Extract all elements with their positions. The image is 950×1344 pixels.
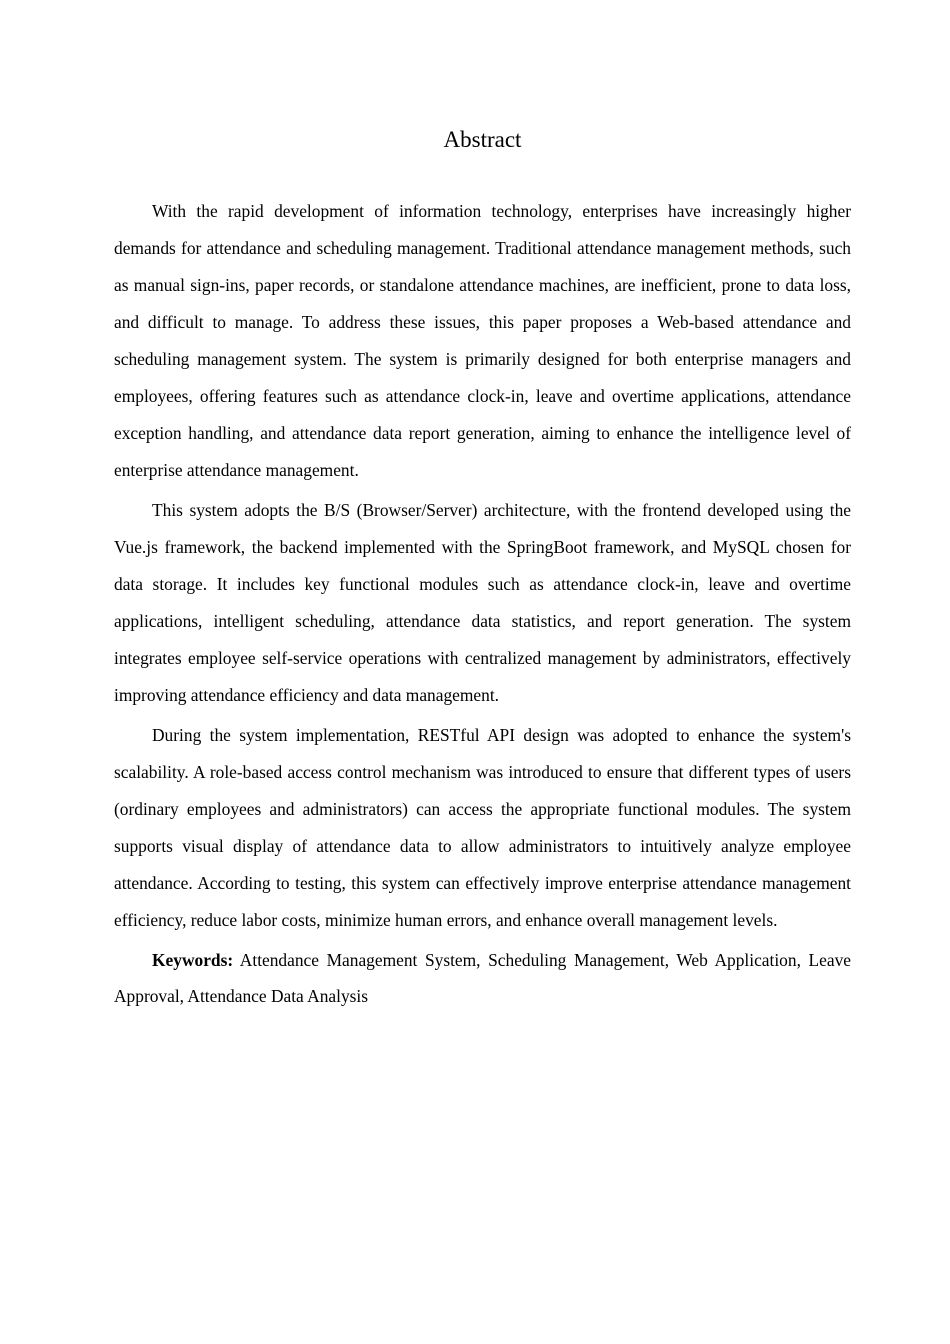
- keywords-text: Attendance Management System, Scheduling Management, Web Application, Leave Approval, Attendance Data Analysis: [114, 950, 851, 1006]
- abstract-title: Abstract: [443, 127, 522, 152]
- abstract-paragraph-2: This system adopts the B/S (Browser/Server) architecture, with the frontend developed using the Vue.js framework, the backend implemented with the SpringBoot framework, and MySQL chosen for data storage. It includes key functional modules such as attendance clock-in, leave and overtime applications, intelligent scheduling, attendance data statistics, and report generation. The system integrates employee self-service operations with centralized management by administrators, effectively improving attendance efficiency and data management.: [114, 500, 851, 705]
- abstract-page: [114, 122, 851, 1014]
- keywords-label: Keywords:: [152, 950, 234, 970]
- abstract-paragraph-3: During the system implementation, RESTful API design was adopted to enhance the system's scalability. A role-based access control mechanism was introduced to ensure that different types of users (ordinary employees and administrators) can access the appropriate functional modules. The system supports visual display of attendance data to allow administrators to intuitively analyze employee attendance. According to testing, this system can effectively improve enterprise attendance management efficiency, reduce labor costs, minimize human errors, and enhance overall management levels.: [114, 725, 851, 930]
- keywords-line: [114, 942, 851, 1014]
- abstract-paragraph-1: With the rapid development of information technology, enterprises have increasingly higher demands for attendance and scheduling management. Traditional attendance management methods, such as manual sign-ins, paper records, or standalone attendance machines, are inefficient, prone to data loss, and difficult to manage. To address these issues, this paper proposes a Web-based attendance and scheduling management system. The system is primarily designed for both enterprise managers and employees, offering features such as attendance clock-in, leave and overtime applications, attendance exception handling, and attendance data report generation, aiming to enhance the intelligence level of enterprise attendance management.: [114, 201, 851, 480]
